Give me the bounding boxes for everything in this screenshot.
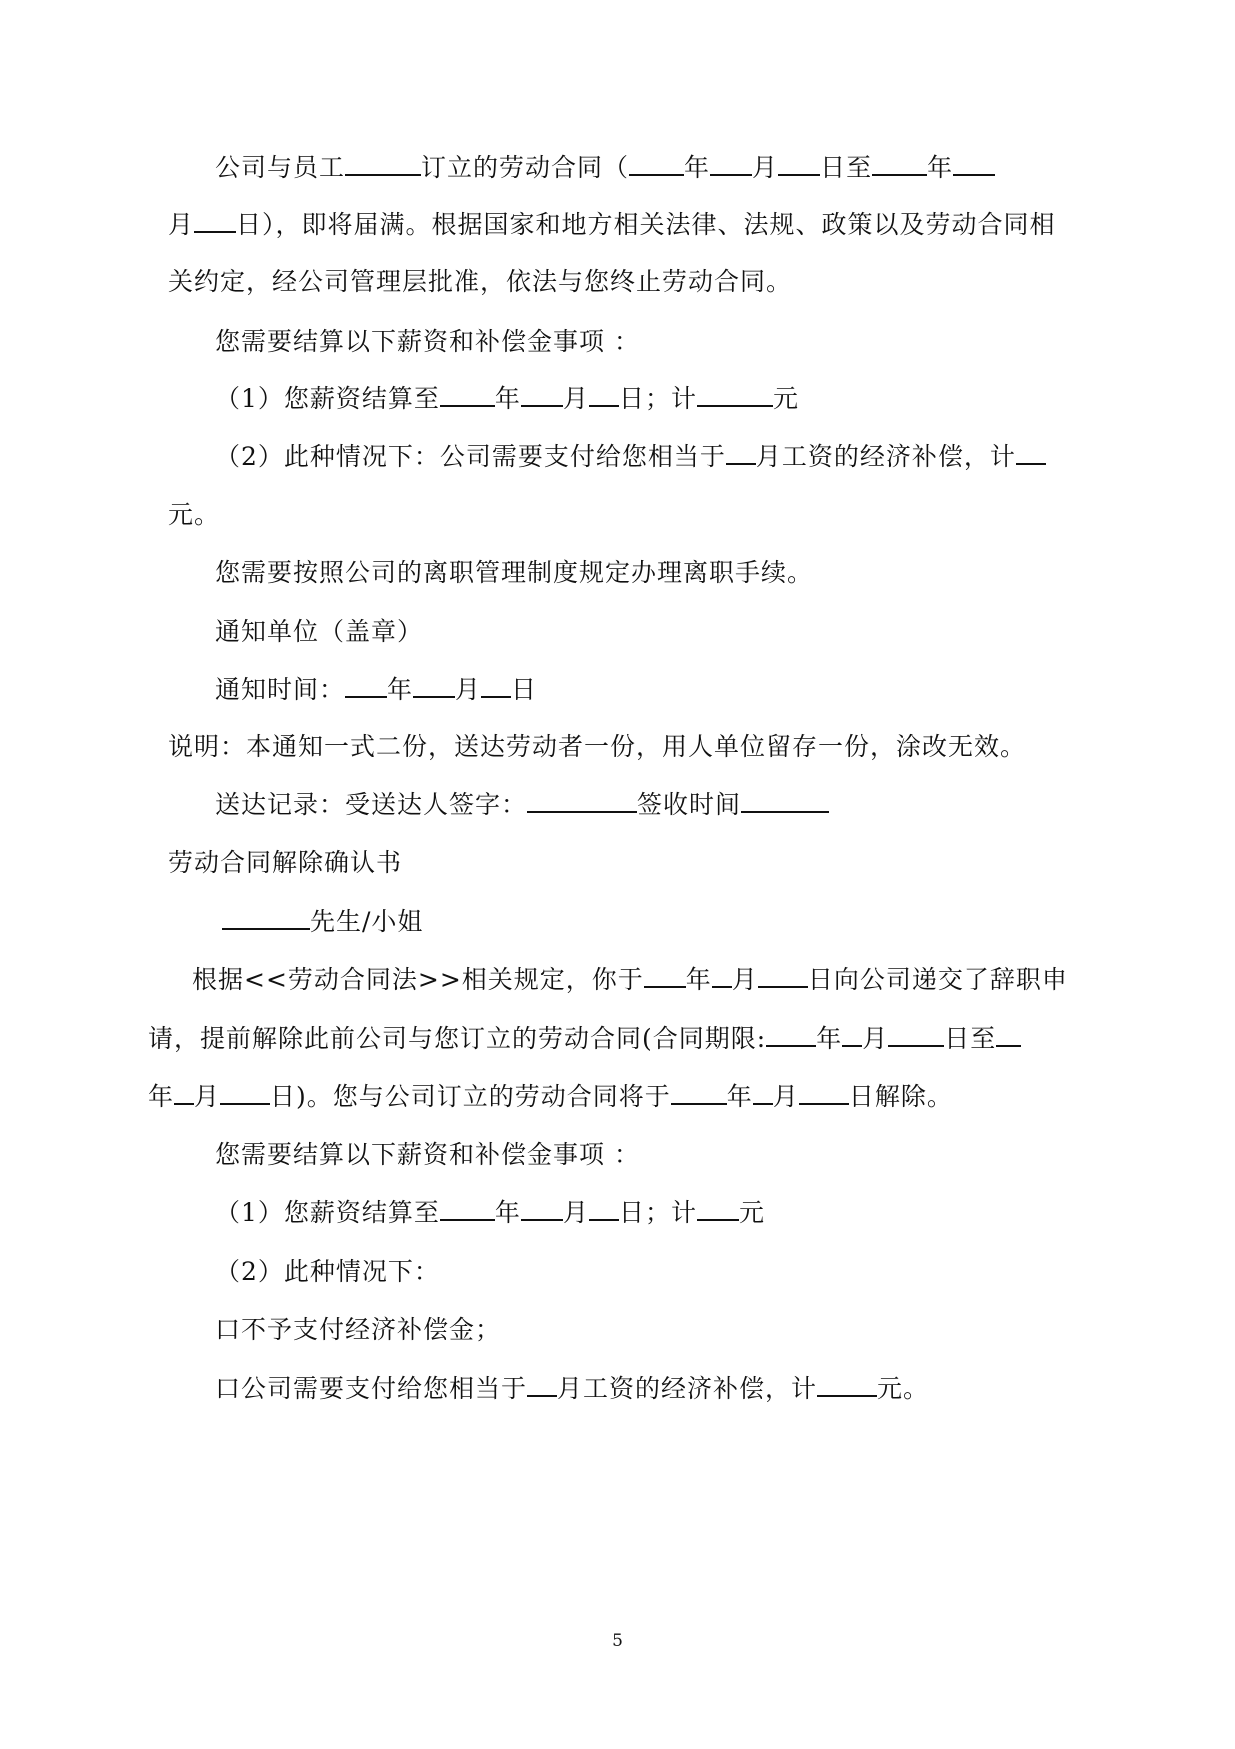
blank-field	[697, 1197, 739, 1221]
text: 年	[684, 153, 711, 182]
blank-field	[527, 789, 637, 813]
notice-line-5	[215, 382, 799, 416]
blank-field	[726, 441, 756, 465]
text: 日向公司递交了辞职申	[807, 965, 1068, 994]
text: 日；计	[618, 1198, 697, 1227]
confirm-title: 劳动合同解除确认书	[168, 848, 403, 877]
blank-field	[778, 152, 820, 176]
blank-field	[753, 1081, 773, 1105]
blank-field	[345, 152, 421, 176]
blank-field	[872, 152, 927, 176]
text: 元	[772, 384, 799, 413]
text: 元	[738, 1198, 765, 1227]
text: 年	[927, 153, 954, 182]
blank-field	[413, 674, 455, 698]
text: （1）您薪资结算至	[215, 384, 440, 413]
notice-line-4: 您需要结算以下薪资和补偿金事项 ：	[215, 327, 640, 356]
text: 年	[685, 965, 712, 994]
notice-line-7: 元。	[168, 500, 221, 529]
text: 年	[387, 675, 414, 704]
blank-field	[194, 209, 236, 233]
notice-line-9: 通知单位（盖章）	[215, 617, 424, 646]
text: 日），即将届满。根据国家和地方相关法律、法规、政策以及劳动合同相	[236, 210, 1056, 239]
blank-field	[481, 674, 511, 698]
blank-field	[710, 152, 752, 176]
text: 月	[562, 1198, 589, 1227]
blank-field	[842, 1023, 862, 1047]
blank-field	[174, 1081, 194, 1105]
blank-field	[440, 1197, 495, 1221]
blank-field	[629, 152, 684, 176]
blank-field	[521, 1197, 563, 1221]
text: 日)。您与公司订立的劳动合同将于	[270, 1082, 671, 1111]
text: 根据<<劳动合同法>>相关规定，你于	[192, 965, 644, 994]
blank-field	[741, 789, 829, 813]
blank-field	[220, 1081, 270, 1105]
text: 月	[731, 965, 758, 994]
notice-line-11: 说明：本通知一式二份，送达劳动者一份，用人单位留存一份，涂改无效。	[168, 732, 1027, 761]
text: 月	[772, 1082, 799, 1111]
notice-line-3: 关约定，经公司管理层批准，依法与您终止劳动合同。	[168, 267, 793, 296]
page-number: 5	[612, 1631, 623, 1651]
blank-field	[996, 1023, 1021, 1047]
blank-field	[799, 1081, 849, 1105]
text: 月	[168, 210, 195, 239]
text: 元。	[877, 1374, 930, 1403]
text: （1）您薪资结算至	[215, 1198, 440, 1227]
text: 月	[752, 153, 779, 182]
confirm-line-6: （2）此种情况下：	[215, 1257, 440, 1286]
confirm-option-no-compensation: 口不予支付经济补偿金；	[215, 1315, 502, 1344]
text: 签收时间	[637, 790, 742, 819]
text: 年	[816, 1024, 843, 1053]
notice-line-8: 您需要按照公司的离职管理制度规定办理离职手续。	[215, 558, 814, 587]
notice-line-1	[215, 151, 995, 185]
blank-field	[589, 383, 619, 407]
blank-field	[644, 964, 686, 988]
confirm-line-4: 您需要结算以下薪资和补偿金事项 ：	[215, 1140, 640, 1169]
blank-field	[758, 964, 808, 988]
notice-line-10	[215, 673, 537, 707]
text: 月工资的经济补偿，计	[557, 1374, 818, 1403]
blank-field	[766, 1023, 816, 1047]
text: 订立的劳动合同（	[421, 153, 630, 182]
text: 年	[726, 1082, 753, 1111]
text: 日	[511, 675, 538, 704]
text: 日解除。	[848, 1082, 953, 1111]
text: 年	[494, 384, 521, 413]
blank-field	[345, 674, 387, 698]
text: 日；计	[618, 384, 697, 413]
text: 年	[494, 1198, 521, 1227]
text: 通知时间：	[215, 675, 346, 704]
text: 先生/小姐	[310, 907, 424, 936]
notice-line-12	[215, 788, 829, 822]
text: 月	[194, 1082, 221, 1111]
text: 月工资的经济补偿，计	[755, 442, 1016, 471]
notice-line-2	[168, 208, 1056, 242]
text: 请，提前解除此前公司与您订立的劳动合同(合同期限:	[148, 1024, 767, 1053]
blank-field	[521, 383, 563, 407]
blank-field	[953, 152, 995, 176]
text: 送达记录：受送达人签字：	[215, 790, 528, 819]
text: 口公司需要支付给您相当于	[215, 1374, 528, 1403]
blank-field	[888, 1023, 944, 1047]
blank-field	[440, 383, 495, 407]
confirm-line-5	[215, 1196, 765, 1230]
text: 月	[455, 675, 482, 704]
text: （2）此种情况下：公司需要支付给您相当于	[215, 442, 726, 471]
text: 年	[148, 1082, 175, 1111]
text: 公司与员工	[215, 153, 346, 182]
confirm-option-compensation	[215, 1372, 929, 1406]
confirm-line-1	[192, 963, 1068, 997]
confirm-salutation	[222, 905, 423, 939]
blank-field	[527, 1373, 557, 1397]
notice-line-6	[215, 440, 1046, 474]
blank-field	[1016, 441, 1046, 465]
blank-field	[697, 383, 773, 407]
text: 日至	[820, 153, 873, 182]
text: 月	[862, 1024, 889, 1053]
blank-field	[222, 906, 310, 930]
text: 月	[562, 384, 589, 413]
blank-field	[712, 964, 732, 988]
blank-field	[671, 1081, 727, 1105]
text: 日至	[944, 1024, 997, 1053]
blank-field	[589, 1197, 619, 1221]
confirm-line-2	[148, 1022, 1021, 1056]
confirm-line-3	[148, 1080, 953, 1114]
blank-field	[817, 1373, 877, 1397]
